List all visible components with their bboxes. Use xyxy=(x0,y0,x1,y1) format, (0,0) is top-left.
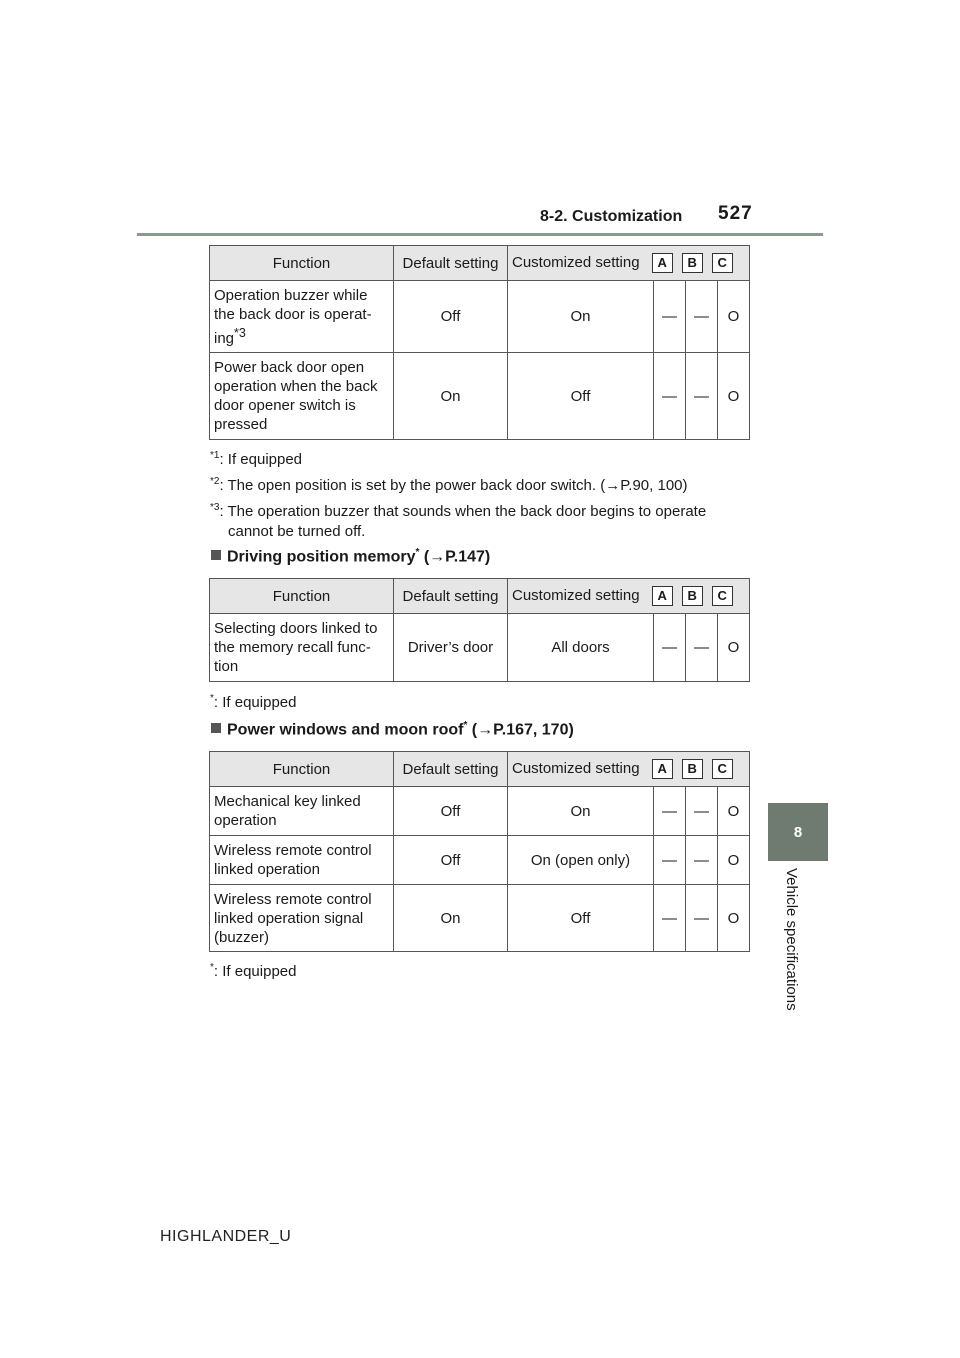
column-c-cell: O xyxy=(718,353,750,440)
column-header-customized xyxy=(508,579,750,614)
default-setting-cell: Off xyxy=(394,787,508,836)
column-b-cell: — xyxy=(686,614,718,682)
column-c-icon: C xyxy=(712,759,733,779)
table-row xyxy=(210,836,750,885)
column-header-customized-label: Customized setting xyxy=(512,759,640,777)
footnote-driving-position: *: If equipped xyxy=(210,693,297,711)
column-b-icon: B xyxy=(682,759,703,779)
footnote-power-windows: *: If equipped xyxy=(210,962,297,980)
column-a-cell: — xyxy=(654,787,686,836)
column-a-cell: — xyxy=(654,614,686,682)
customized-setting-cell: Off xyxy=(508,885,654,952)
table-row xyxy=(210,281,750,353)
section-heading-driving-position-memory: Driving position memory* (→P.147) xyxy=(211,547,490,566)
table-header-row xyxy=(210,752,750,787)
column-a-cell: — xyxy=(654,836,686,885)
page-reference-link[interactable]: (→P.147) xyxy=(419,548,491,566)
column-header-function: Function xyxy=(210,752,394,787)
function-cell: Operation buzzer while the back door is operat-ing$^{*3}$ xyxy=(210,281,394,353)
customized-setting-cell: On xyxy=(508,281,654,353)
page-reference-link[interactable]: (→P.167, 170) xyxy=(467,721,574,739)
settings-table-power-windows xyxy=(209,751,750,952)
bullet-square-icon xyxy=(211,550,221,560)
default-setting-cell: Off xyxy=(394,836,508,885)
chapter-title: Vehicle specifications xyxy=(783,868,800,1011)
column-a-cell: — xyxy=(654,353,686,440)
table-header-row xyxy=(210,246,750,281)
column-a-icon: A xyxy=(652,586,673,606)
section-heading-power-windows: Power windows and moon roof* (→P.167, 170) xyxy=(211,720,574,739)
column-a-icon: A xyxy=(652,759,673,779)
bullet-square-icon xyxy=(211,723,221,733)
section-title: 8-2. Customization xyxy=(540,208,683,225)
column-header-default: Default setting xyxy=(394,579,508,614)
table-row xyxy=(210,885,750,952)
footnote-mark: *3 xyxy=(234,325,246,340)
column-c-cell: O xyxy=(718,836,750,885)
footnote-3: $^{*3}$: The operation buzzer that sounds when the back door begins to operate cannot be turned off. xyxy=(210,502,707,540)
column-a-cell: — xyxy=(654,281,686,353)
column-b-cell: — xyxy=(686,353,718,440)
page-number: 527 xyxy=(718,203,753,224)
column-b-cell: — xyxy=(686,885,718,952)
header-divider xyxy=(137,233,823,236)
column-header-customized xyxy=(508,246,750,281)
function-cell: Wireless remote control linked operation xyxy=(210,836,394,885)
default-setting-cell: On xyxy=(394,353,508,440)
default-setting-cell: Driver’s door xyxy=(394,614,508,682)
column-b-cell: — xyxy=(686,836,718,885)
column-c-cell: O xyxy=(718,885,750,952)
column-b-icon: B xyxy=(682,253,703,273)
column-header-default: Default setting xyxy=(394,752,508,787)
customized-setting-cell: On xyxy=(508,787,654,836)
default-setting-cell: Off xyxy=(394,281,508,353)
settings-table-back-door xyxy=(209,245,750,440)
column-c-icon: C xyxy=(712,586,733,606)
table-header-row xyxy=(210,579,750,614)
customized-setting-cell: All doors xyxy=(508,614,654,682)
table-row xyxy=(210,787,750,836)
default-setting-cell: On xyxy=(394,885,508,952)
column-b-icon: B xyxy=(682,586,703,606)
column-c-icon: C xyxy=(712,253,733,273)
table-row xyxy=(210,614,750,682)
table-row xyxy=(210,353,750,440)
column-header-function: Function xyxy=(210,246,394,281)
column-c-cell: O xyxy=(718,787,750,836)
column-header-customized-label: Customized setting xyxy=(512,586,640,604)
column-c-cell: O xyxy=(718,281,750,353)
column-header-customized-label: Customized setting xyxy=(512,253,640,271)
column-c-cell: O xyxy=(718,614,750,682)
column-a-icon: A xyxy=(652,253,673,273)
chapter-number: 8 xyxy=(793,823,803,841)
function-cell: Power back door open operation when the back door opener switch is pressed xyxy=(210,353,394,440)
chapter-tab[interactable] xyxy=(768,803,828,861)
function-cell: Wireless remote control linked operation signal (buzzer) xyxy=(210,885,394,952)
footnote-2: $^{*2}$: The open position is set by the power back door switch. (→P.90, 100) xyxy=(210,476,688,494)
column-header-default: Default setting xyxy=(394,246,508,281)
function-cell: Selecting doors linked to the memory recall func-tion xyxy=(210,614,394,682)
column-header-customized xyxy=(508,752,750,787)
manual-code: HIGHLANDER_U xyxy=(160,1228,292,1245)
customized-setting-cell: Off xyxy=(508,353,654,440)
column-header-function: Function xyxy=(210,579,394,614)
footnote-1: $^{*1}$: If equipped xyxy=(210,450,303,468)
column-b-cell: — xyxy=(686,787,718,836)
column-a-cell: — xyxy=(654,885,686,952)
settings-table-driving-position-memory xyxy=(209,578,750,682)
customized-setting-cell: On (open only) xyxy=(508,836,654,885)
column-b-cell: — xyxy=(686,281,718,353)
function-cell: Mechanical key linked operation xyxy=(210,787,394,836)
